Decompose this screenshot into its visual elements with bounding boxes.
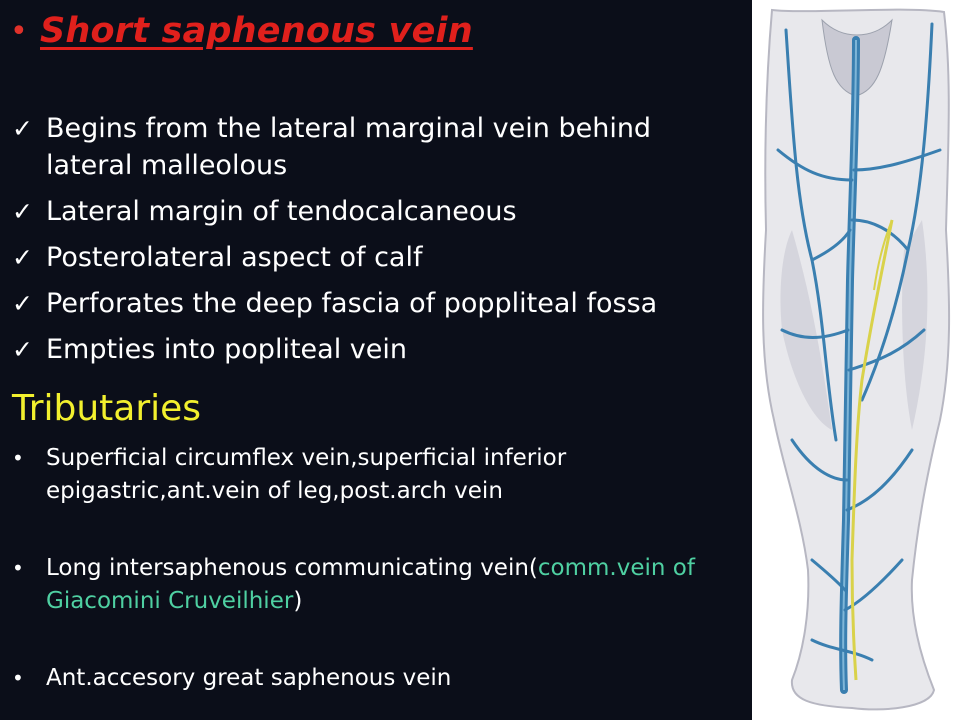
leg-veins-illustration — [752, 0, 960, 720]
tributary-item-1 — [12, 442, 742, 508]
title-bullet: • — [10, 13, 28, 49]
check-icon: ✓ — [12, 289, 33, 318]
check-item-posterolateral — [12, 239, 742, 276]
tributary-text-cont: epigastric,ant.vein of leg,post.arch vein — [46, 478, 503, 504]
tributary-text: Ant.accesory great saphenous vein — [46, 665, 452, 691]
slide-title: Short saphenous vein — [40, 11, 473, 51]
check-icon: ✓ — [12, 114, 33, 143]
tributary-item-2 — [12, 552, 742, 618]
tributary-text: Long intersaphenous communicating vein( — [46, 555, 538, 581]
tributary-text-end: ) — [293, 588, 303, 614]
check-item-empties — [12, 331, 742, 368]
check-list — [12, 110, 742, 377]
check-item-perforates — [12, 285, 742, 322]
tributary-text: Superficial circumflex vein,superficial inferior — [46, 445, 567, 471]
check-icon: ✓ — [12, 335, 33, 364]
check-icon: ✓ — [12, 243, 33, 272]
title-row — [10, 8, 473, 54]
tributary-highlight: comm.vein of — [537, 555, 695, 581]
point-text: Posterolateral aspect of calf — [46, 242, 423, 273]
check-item-lateral-margin — [12, 193, 742, 230]
bullet-icon: • — [12, 556, 24, 580]
image-panel — [752, 0, 960, 720]
point-text: Perforates the deep fascia of poppliteal fossa — [46, 288, 658, 319]
bullet-icon: • — [12, 666, 24, 690]
point-text: Empties into popliteal vein — [46, 334, 407, 365]
tributary-highlight-cont: Giacomini Cruveilhier — [46, 588, 294, 614]
check-icon: ✓ — [12, 197, 33, 226]
point-text-cont: lateral malleolous — [46, 150, 288, 181]
point-text: Begins from the lateral marginal vein behind — [46, 113, 652, 144]
tributaries-heading: Tributaries — [12, 388, 202, 429]
check-item-begins — [12, 110, 742, 184]
bullet-icon: • — [12, 446, 24, 470]
tributary-item-3 — [12, 662, 742, 695]
point-text: Lateral margin of tendocalcaneous — [46, 196, 517, 227]
